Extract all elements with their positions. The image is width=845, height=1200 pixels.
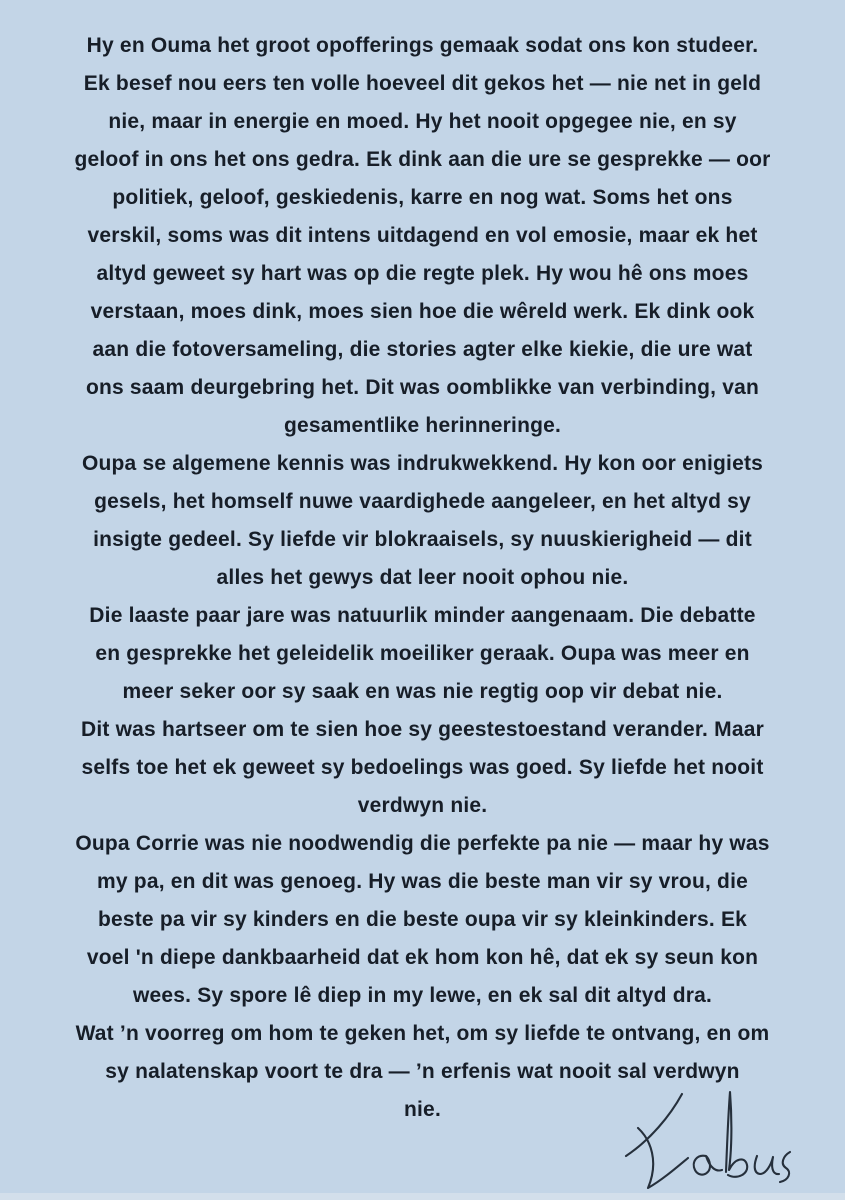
text-line: Oupa Corrie was nie noodwendig die perfekte pa nie — maar hy was — [75, 832, 770, 855]
text-line: geloof in ons het ons gedra. Ek dink aan die ure se gesprekke — oor — [74, 148, 771, 171]
text-line: Dit was hartseer om te sien hoe sy geestestoestand verander. Maar — [81, 718, 764, 741]
text-line: altyd geweet sy hart was op die regte plek. Hy wou hê ons moes — [96, 262, 749, 285]
paragraph — [50, 825, 795, 1015]
text-line: my pa, en dit was genoeg. Hy was die beste man vir sy vrou, die — [97, 870, 748, 893]
text-line: voel 'n diepe dankbaarheid dat ek hom kon hê, dat ek sy seun kon — [86, 946, 759, 969]
text-line: verskil, soms was dit intens uitdagend en vol emosie, maar ek het — [87, 224, 758, 247]
text-line: aan die fotoversameling, die stories agter elke kiekie, die ure wat — [92, 338, 753, 361]
text-line: Die laaste paar jare was natuurlik minder aangenaam. Die debatte — [89, 604, 756, 627]
text-line: insigte gedeel. Sy liefde vir blokraaisels, sy nuuskierigheid — dit — [93, 528, 752, 551]
text-line: politiek, geloof, geskiedenis, karre en nog wat. Soms het ons — [112, 186, 733, 209]
text-line: Hy en Ouma het groot opofferings gemaak sodat ons kon studeer. — [86, 34, 759, 57]
page-bottom-edge — [0, 1193, 845, 1200]
text-line: beste pa vir sy kinders en die beste oupa vir sy kleinkinders. Ek — [97, 908, 748, 931]
paragraph — [50, 27, 795, 445]
signature-handwriting-icon — [618, 1088, 798, 1193]
text-line: sy nalatenskap voort te dra — ’n erfenis wat nooit sal verdwyn — [105, 1060, 740, 1083]
signature — [618, 1088, 798, 1193]
letter-body — [50, 27, 795, 1129]
text-line: nie, maar in energie en moed. Hy het nooit opgegee nie, en sy — [108, 110, 737, 133]
text-line: Oupa se algemene kennis was indrukwekkend. Hy kon oor enigiets — [81, 452, 764, 475]
text-line: gesels, het homself nuwe vaardighede aangeleer, en het altyd sy — [94, 490, 751, 513]
text-line: verdwyn nie. — [357, 794, 488, 817]
text-line: ons saam deurgebring het. Dit was oomblikke van verbinding, van — [85, 376, 760, 399]
paragraph — [50, 711, 795, 825]
text-line: gesamentlike herinneringe. — [283, 414, 562, 437]
text-line: Ek besef nou eers ten volle hoeveel dit gekos het — nie net in geld — [83, 72, 762, 95]
text-line: selfs toe het ek geweet sy bedoelings was goed. Sy liefde het nooit — [81, 756, 764, 779]
text-line: en gesprekke het geleidelik moeiliker geraak. Oupa was meer en — [95, 642, 750, 665]
text-line: meer seker oor sy saak en was nie regtig oop vir debat nie. — [122, 680, 723, 703]
text-line: verstaan, moes dink, moes sien hoe die wêreld werk. Ek dink ook — [90, 300, 755, 323]
text-line: nie. — [404, 1098, 441, 1121]
text-line: wees. Sy spore lê diep in my lewe, en ek sal dit altyd dra. — [132, 984, 713, 1007]
text-line: Wat ’n voorreg om hom te geken het, om sy liefde te ontvang, en om — [75, 1022, 770, 1045]
paragraph — [50, 597, 795, 711]
paragraph — [50, 445, 795, 597]
text-line: alles het gewys dat leer nooit ophou nie. — [216, 566, 629, 589]
